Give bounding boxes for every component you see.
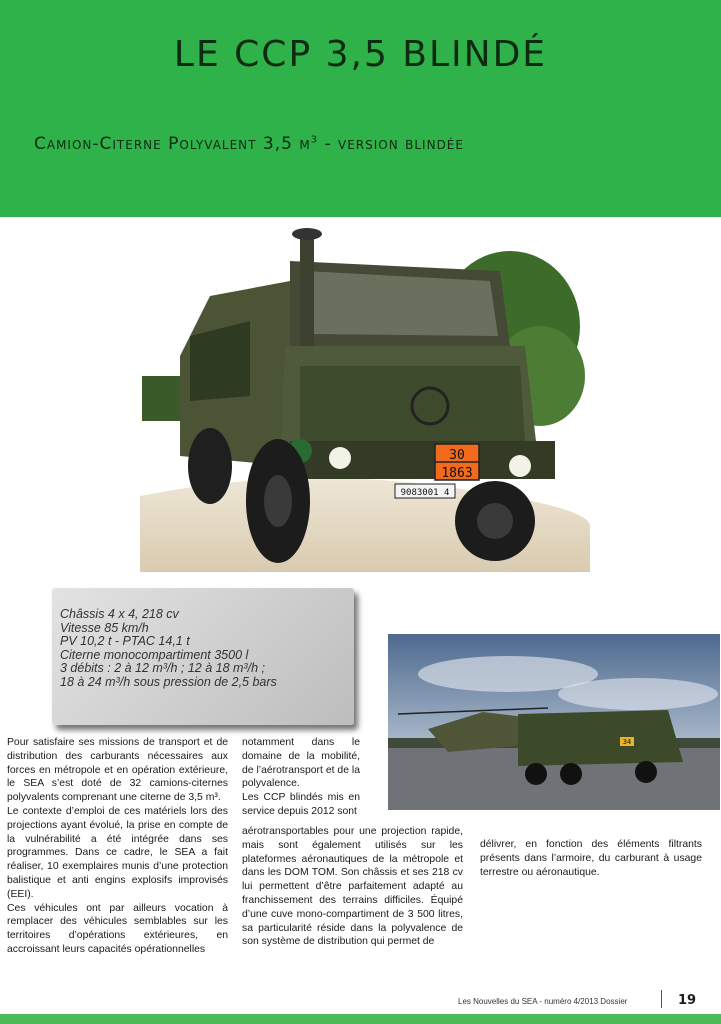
spec-flow-1: 3 débits : 2 à 12 m³/h ; 12 à 18 m³/h ; (60, 661, 265, 676)
photo2-plate: 34 (622, 738, 632, 746)
column-3 (480, 838, 702, 879)
col2-paragraph-1: notamment dans le domaine de la mobilité, de l’aérotransport et de la polyvalence. (242, 737, 360, 790)
bottom-strip (0, 1014, 721, 1024)
spec-chassis: Châssis 4 x 4, 218 cv (60, 607, 179, 621)
column-2-bottom (242, 825, 463, 949)
col1-paragraph-2: Le contexte d’emploi de ces matériels lors des projections ayant évolué, la prise en compte de la vulnérabilité a été intégrée dans ses programmes. Dans ce cadre, le SEA a fait réaliser, 10 exemplaires munis d’une protection balistique et anti engins explosifs improvisés (EEI). (7, 805, 228, 900)
col3-paragraph: délivrer, en fonction des éléments filtrants présents dans l’armoire, du carburant à usage terrestre ou aéronautique. (480, 839, 702, 878)
hazard-plate-top: 30 (449, 448, 465, 463)
col1-paragraph-3: Ces véhicules ont par ailleurs vocation à remplacer des véhicules semblables sur les territoires d’opérations extérieures, en accroissant leurs capacités opérationnelles (7, 902, 228, 955)
footer-text: Les Nouvelles du SEA - numéro 4/2013 Dossier (458, 997, 628, 1006)
header-banner (0, 0, 721, 217)
spec-tank: Citerne monocompartiment 3500 l (60, 647, 249, 662)
specs-box (52, 588, 354, 725)
page-title: LE CCP 3,5 BLINDÉ (173, 34, 548, 75)
spec-speed: Vitesse 85 km/h (60, 620, 149, 635)
spec-weight: PV 10,2 t - PTAC 14,1 t (60, 634, 190, 649)
col2-paragraph-2-start: Les CCP blindés mis en service depuis 2012 sont (242, 792, 360, 817)
column-1 (7, 736, 228, 957)
col2-paragraph-2-rest: aérotransportables pour une projection rapide, mais sont également utilisés sur les plateformes aéronautiques de la métropole et dans les DOM TOM. Son châssis et ses 218 cv lui permettent d’être parfaitement adapté au franchissement des terrains difficiles. Équipé d’une cuve mono-compartiment de 3 500 litres, sa particularité réside dans la polyvalence de son système de distribution qui permet de (242, 826, 463, 948)
truck-and-helicopter-photo (388, 634, 720, 810)
subtitle-main: Camion-Citerne Polyvalent 3,5 m (34, 134, 311, 154)
subtitle-end: - version blindée (318, 134, 464, 154)
subtitle-superscript: 3 (310, 134, 319, 146)
spec-flow-2: 18 à 24 m³/h sous pression de 2,5 bars (60, 674, 277, 689)
footer-divider (661, 990, 662, 1008)
armored-truck-photo (140, 226, 590, 572)
page-subtitle (34, 134, 714, 154)
hazard-plate-bottom: 1863 (441, 466, 473, 481)
col1-paragraph-1: Pour satisfaire ses missions de transport et de distribution des carburants nécessaires aux forces en métropole et en opération extérieure, le SEA s’est doté de 32 camions-citernes polyvalents comprenant une citerne de 3,5 m³. (7, 737, 228, 804)
column-2-top (242, 736, 360, 819)
page-number: 19 (678, 993, 697, 1008)
registration-plate: 9083001 4 (400, 488, 450, 498)
